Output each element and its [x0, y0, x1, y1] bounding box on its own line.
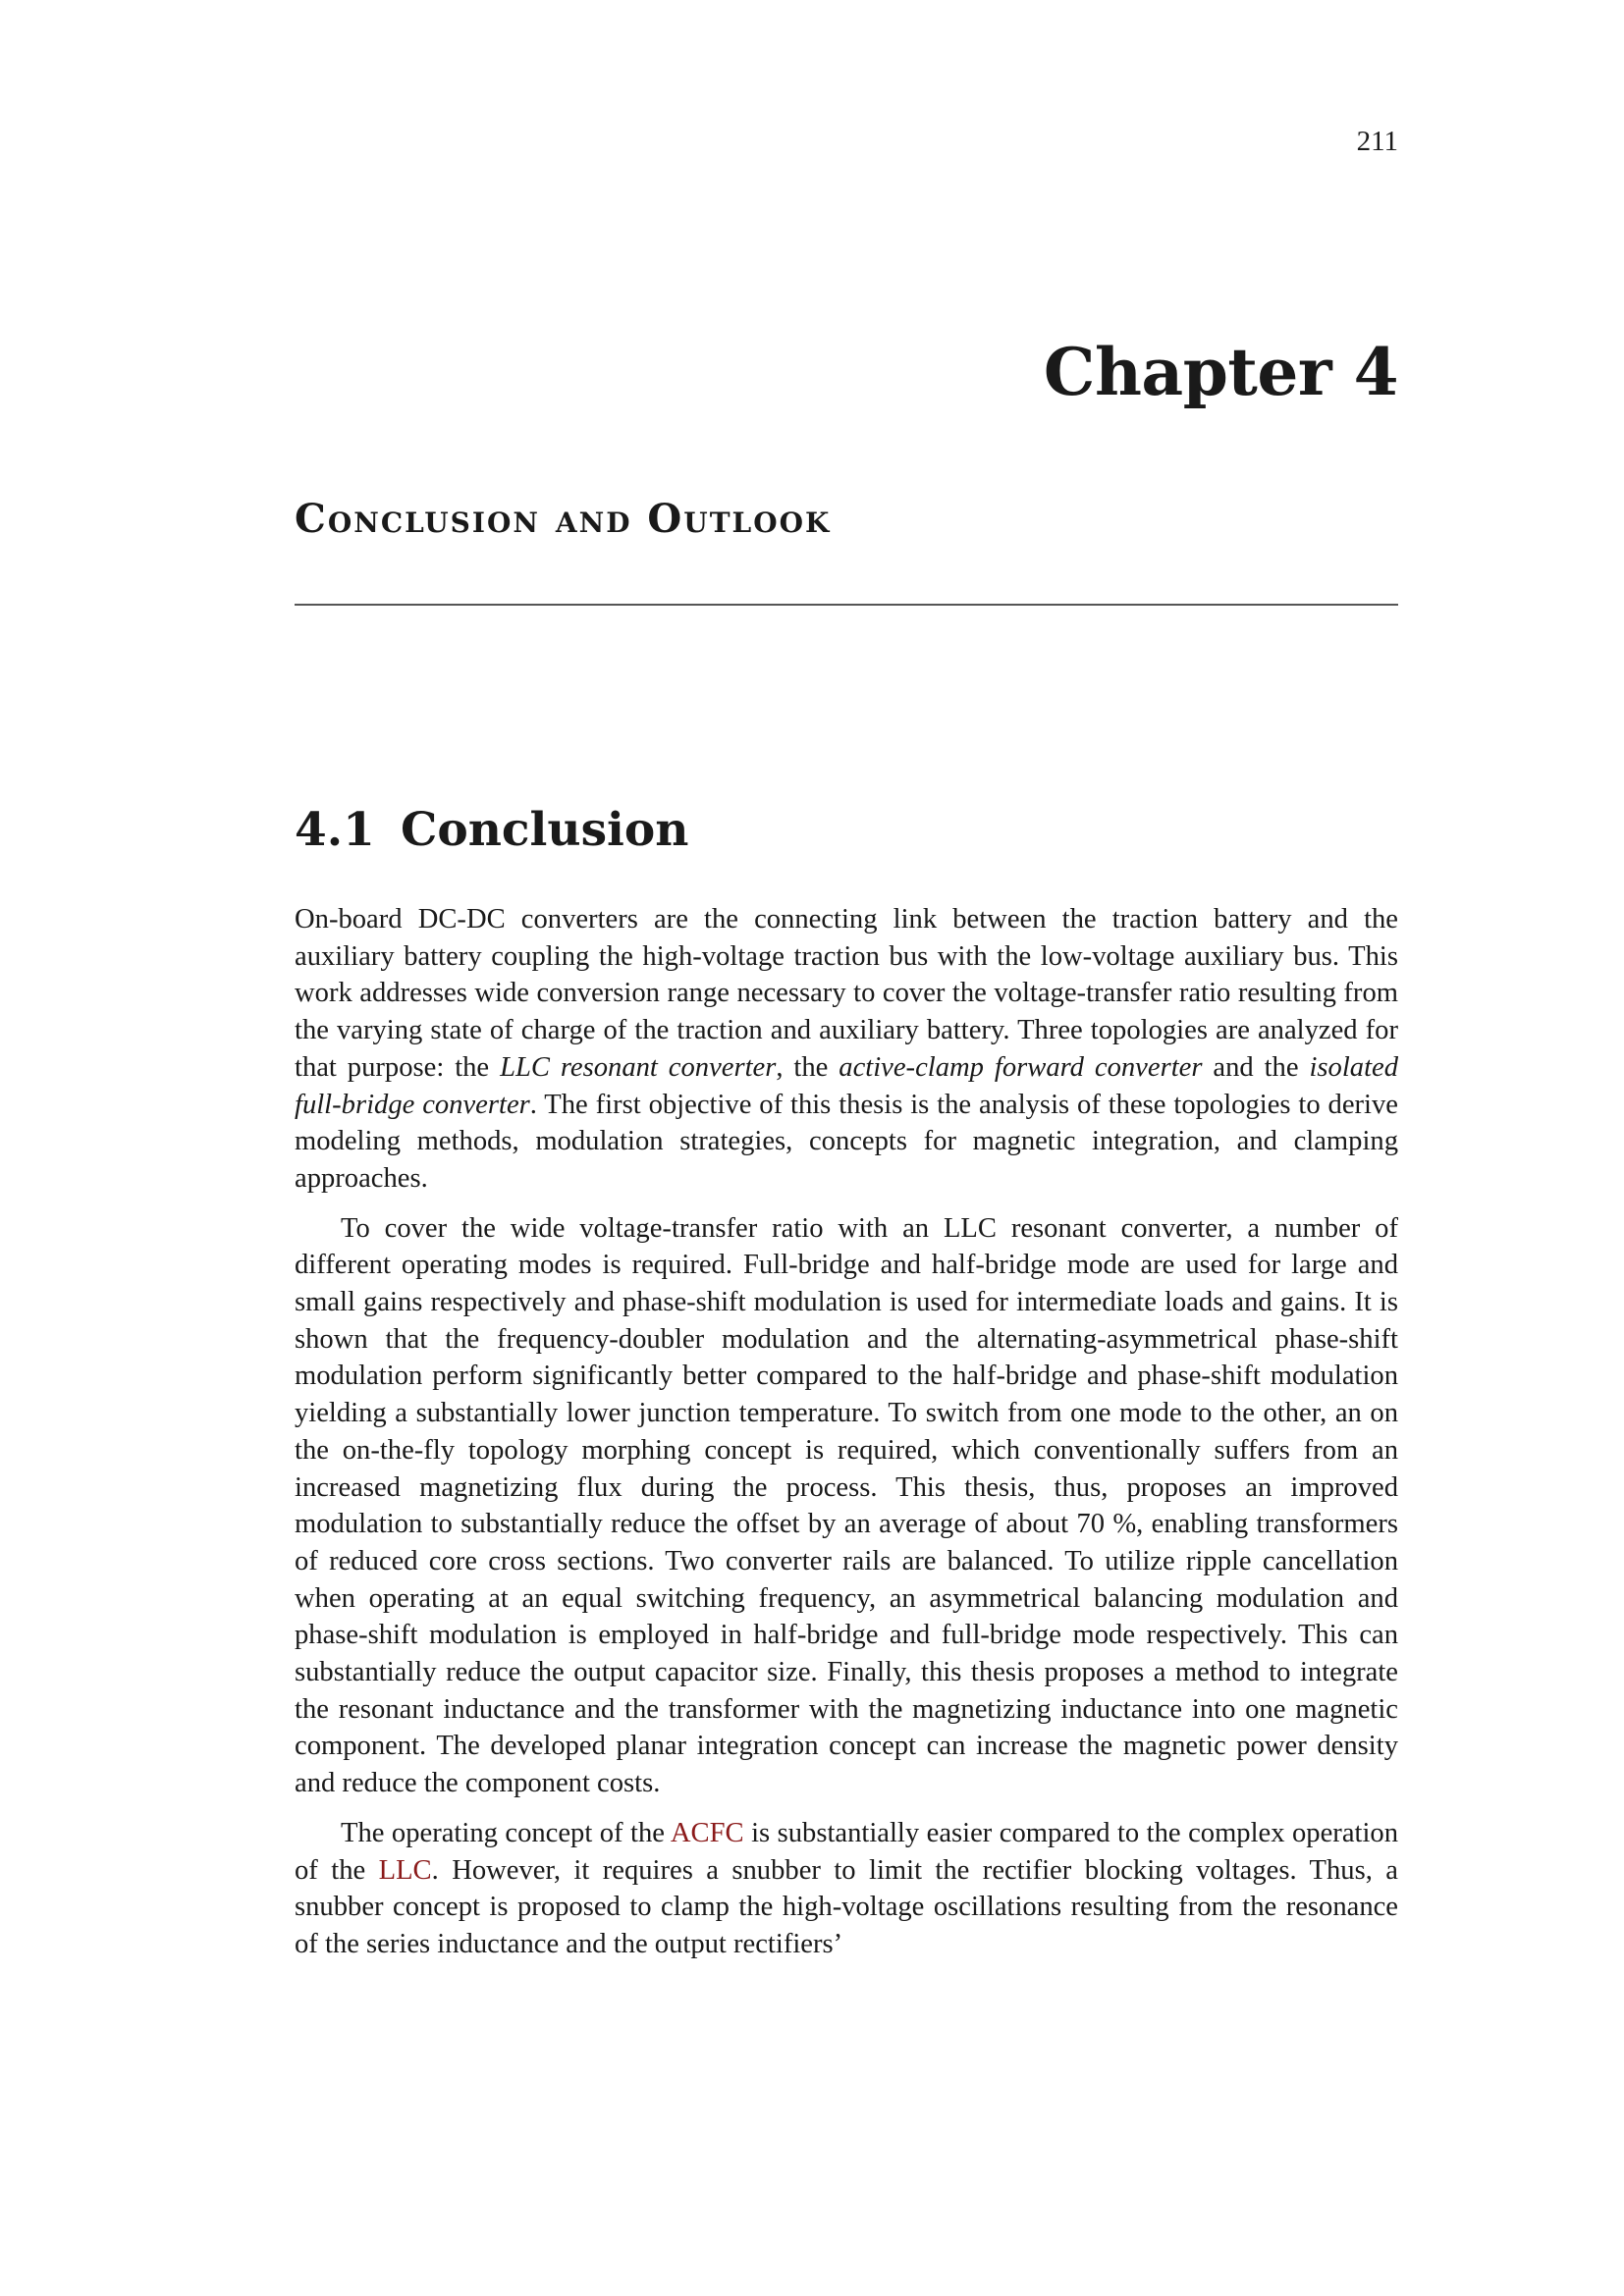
paragraph-1: On-board DC-DC converters are the connecting link between the traction battery and the auxiliary battery coupling the high-voltage traction bus with the low-voltage auxiliary bus. This work addresses wide conversion range necessary to cover the voltage-transfer ratio resulting from the varying state of charge of the traction and auxiliary battery. Three topologies are analyzed for that purpose: the LLC resonant converter, the active-clamp forward converter and the isolated full-bridge converter. The first objective of this thesis is the analysis of these topologies to derive modeling methods, modulation strategies, concepts for magnetic integration, and clamping approaches.: [295, 904, 1398, 1194]
term-llc-resonant-converter: LLC resonant converter: [500, 1051, 777, 1083]
term-isolated-full-bridge-converter: isolated full-bridge converter: [295, 1051, 1398, 1120]
section-heading: [295, 803, 688, 857]
paragraph-2: To cover the wide voltage-transfer ratio with an LLC resonant converter, a number of different operating modes is required. Full-bridge and half-bridge mode are used for large and small gains respectively and phase-shift modulation is used for intermediate loads and gains. It is shown that the frequency-doubler modulation and the alternating-asymmetrical phase-shift modulation perform significantly better compared to the half-bridge and phase-shift modulation yielding a substantially lower junction temperature. To switch from one mode to the other, an on the on-the-fly topology morphing concept is required, which conventionally suffers from an increased magnetizing flux during the process. This thesis, thus, proposes an improved modulation to substantially reduce the offset by an average of about 70 %, enabling transformers of reduced core cross sections. Two converter rails are balanced. To utilize ripple cancellation when operating at an equal switching frequency, an asymmetrical balancing modulation and phase-shift modulation is employed in half-bridge and full-bridge mode respectively. This can substantially reduce the output capacitor size. Finally, this thesis proposes a method to integrate the resonant inductance and the transformer with the magnetizing inductance into one magnetic component. The developed planar integration concept can increase the magnetic power density and reduce the component costs.: [295, 1212, 1398, 1799]
section-number: 4.1: [295, 803, 375, 857]
acronym-link-llc[interactable]: LLC: [378, 1854, 432, 1886]
acronym-link-acfc[interactable]: ACFC: [670, 1817, 744, 1848]
chapter-divider: [295, 604, 1398, 606]
chapter-label: Chapter 4: [1043, 334, 1398, 410]
term-active-clamp-forward-converter: active-clamp forward converter: [839, 1051, 1203, 1083]
body-text: [295, 901, 1398, 1976]
section-title: Conclusion: [401, 803, 689, 857]
page-number: 211: [1356, 126, 1398, 157]
chapter-title: Conclusion and Outlook: [295, 496, 832, 542]
paragraph-3: The operating concept of the ACFC is substantially easier compared to the complex operation of the LLC. However, it requires a snubber to limit the rectifier blocking voltages. Thus, a snubber concept is proposed to clamp the high-voltage oscillations resulting from the resonance of the series inductance and the output rectifiers’: [295, 1817, 1398, 1959]
